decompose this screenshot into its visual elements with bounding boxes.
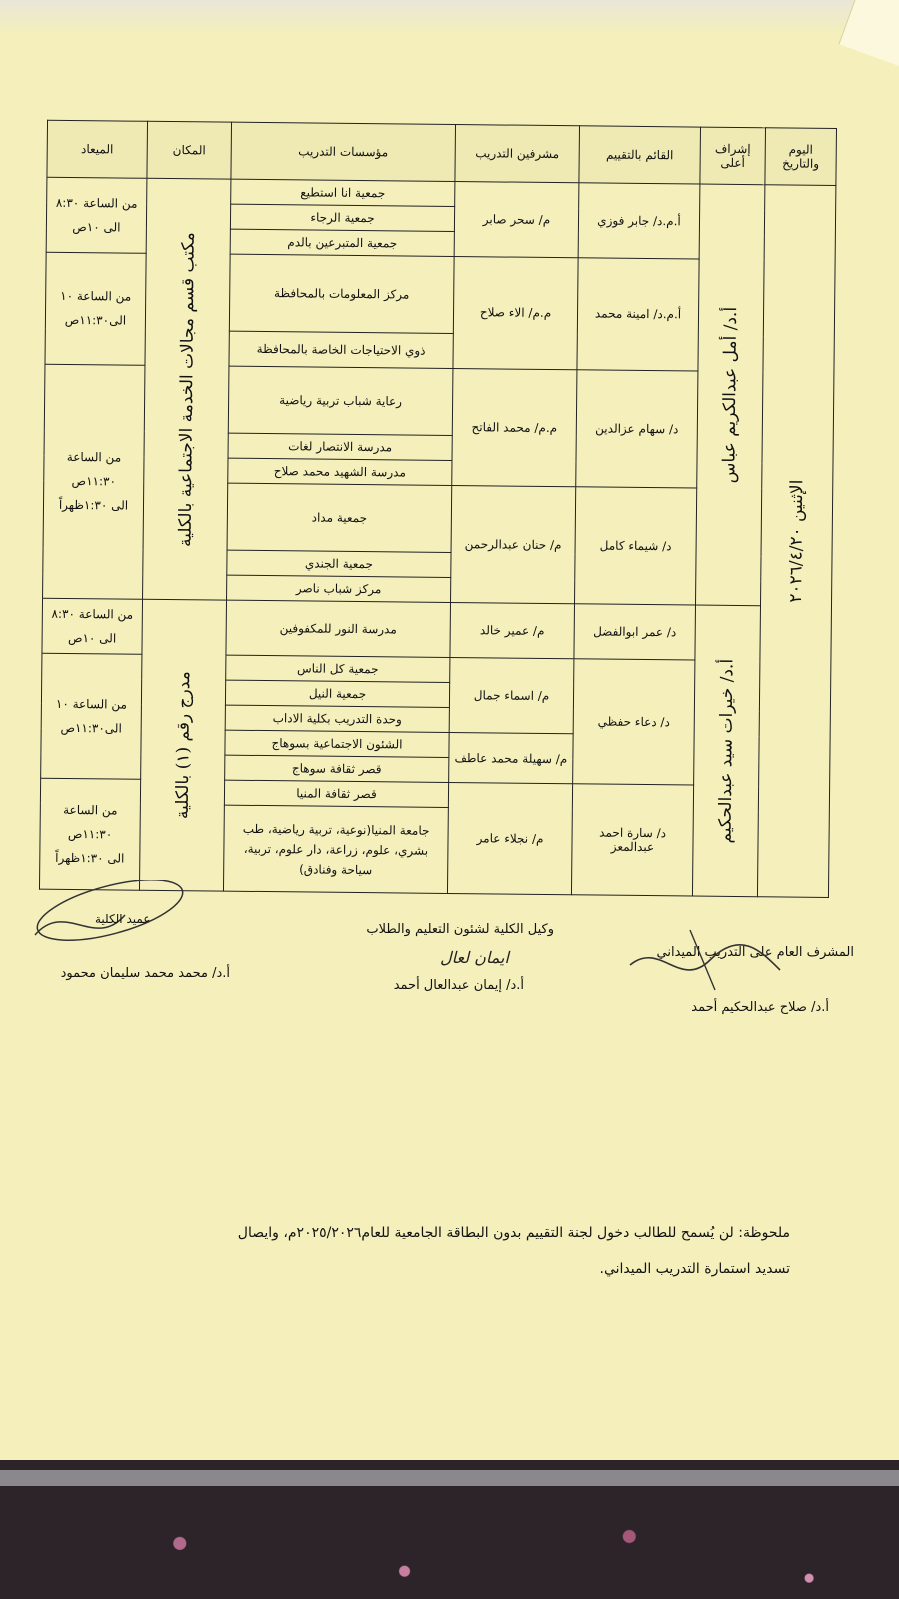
- time-from: من الساعة ٨:٣٠: [51, 606, 134, 622]
- table-row: [42, 598, 832, 661]
- institution-cell: جامعة المنيا(نوعية، تربية رياضية، طب بشري، علوم، زراعة، دار علوم، تربية، سياحة وفنادق): [223, 805, 448, 893]
- time-to: الى ١:٣٠ظهراً: [55, 850, 125, 866]
- institution-cell: مركز شباب ناصر: [227, 575, 451, 602]
- institution-cell: جمعية مداد: [227, 483, 452, 552]
- top-supervisor-cell: [692, 605, 760, 897]
- note-line-1: ملحوظة: لن يُسمح للطالب دخول لجنة التقييم بدون البطاقة الجامعية للعام٢٠٢٥/٢٠٢٦م، وايصال: [237, 1225, 790, 1241]
- day-date-cell: [757, 185, 835, 898]
- evaluator-cell: د/ عمر ابوالفضل: [574, 604, 696, 660]
- institution-cell: مركز المعلومات بالمحافظة: [229, 254, 454, 333]
- institution-cell: جمعية المتبرعين بالدم: [230, 229, 454, 256]
- institution-cell: مدرسة الشهيد محمد صلاح: [228, 458, 452, 485]
- schedule-table: [39, 120, 837, 898]
- header-supervisors: مشرفين التدريب: [455, 125, 580, 183]
- supervisor-cell: م/ نجلاء عامر: [447, 783, 572, 895]
- paper-top-edge: [0, 0, 899, 34]
- time-cell: [46, 177, 147, 253]
- header-row: [47, 120, 837, 185]
- place-cell: [139, 599, 226, 891]
- top-supervisor-1: أ.د/ أمل عبدالكريم عباس: [719, 306, 742, 484]
- time-to: الى ١:٣٠ظهراً: [58, 498, 129, 514]
- day-date: الإثنين ٢٠٢٦/٤/٢٠: [786, 479, 808, 603]
- place-cell: [143, 178, 231, 600]
- time-to: الى١١:٣٠ص: [60, 721, 122, 736]
- supervisor-cell: م/ اسماء جمال: [449, 658, 574, 734]
- vice-dean-name: أ.د/ إيمان عبدالعال أحمد: [393, 978, 524, 993]
- dean-title: عميد الكلية: [95, 912, 151, 926]
- time-to: الى ١٠ص: [67, 631, 117, 646]
- header-time: الميعاد: [47, 120, 148, 178]
- institution-cell: رعاية شباب تربية رياضية: [228, 366, 453, 435]
- evaluator-cell: أ.م.د/ امينة محمد: [577, 258, 699, 371]
- supervisor-cell: م.م/ محمد الفاتح: [452, 368, 577, 486]
- header-institutions: مؤسسات التدريب: [231, 122, 456, 181]
- header-evaluator: القائم بالتقييم: [579, 126, 701, 184]
- top-supervisor-cell: [695, 184, 764, 606]
- institution-cell: ذوي الاحتياجات الخاصة بالمحافظة: [229, 331, 453, 368]
- institution-cell: مدرسة الانتصار لغات: [228, 433, 452, 460]
- general-supervisor-title: المشرف العام على التدريب الميداني: [656, 945, 854, 960]
- time-from: من الساعة ١١:٣٠ص: [66, 450, 122, 489]
- supervisor-cell: م/ عمير خالد: [450, 603, 575, 659]
- institution-cell: وحدة التدريب بكلية الاداب: [225, 705, 449, 732]
- institution-cell: جمعية الرجاء: [230, 204, 454, 231]
- time-cell: [43, 364, 145, 599]
- supervisor-cell: م/ حنان عبدالرحمن: [451, 485, 576, 603]
- place-2: مدرج رقم (١) بالكلية: [172, 671, 194, 820]
- time-to: الى١١:٣٠ص: [64, 313, 127, 329]
- time-from: من الساعة ٨:٣٠: [55, 195, 138, 211]
- note-line-2: تسديد استمارة التدريب الميداني.: [599, 1261, 790, 1277]
- evaluator-cell: د/ شيماء كامل: [575, 487, 697, 605]
- evaluator-cell: د/ سهام عزالدين: [576, 370, 698, 488]
- top-supervisor-2: أ.د/ خيرات سيد عبدالحكيم: [715, 658, 738, 844]
- general-supervisor-signature: [620, 920, 790, 1000]
- fabric-edge: [0, 1470, 899, 1486]
- institution-cell: جمعية الجندي: [227, 550, 451, 577]
- dean-name: أ.د/ محمد محمد سليمان محمود: [60, 966, 230, 981]
- header-day-date: اليوم والتاريخ: [765, 128, 837, 186]
- institution-cell: جمعية كل الناس: [226, 655, 450, 682]
- institution-cell: جمعية النيل: [225, 680, 449, 707]
- institution-cell: قصر ثقافة المنيا: [224, 780, 448, 807]
- supervisor-cell: م.م/ الاء صلاح: [453, 257, 578, 370]
- general-supervisor-name: أ.د/ صلاح عبدالحكيم أحمد: [691, 1000, 829, 1015]
- time-cell: [41, 653, 142, 779]
- evaluator-cell: أ.م.د/ جابر فوزي: [578, 183, 700, 259]
- evaluator-cell: د/ سارة احمد عبدالمعز: [571, 784, 693, 896]
- vice-dean-handwriting: ايمان لعال: [440, 948, 509, 967]
- institution-cell: الشئون الاجتماعية بسوهاج: [225, 730, 449, 757]
- note: [10, 1215, 790, 1287]
- vice-dean-title: وكيل الكلية لشئون التعليم والطلاب: [366, 922, 554, 937]
- supervisor-cell: م/ سحر صابر: [454, 182, 579, 258]
- evaluator-cell: د/ دعاء حفظي: [573, 659, 695, 785]
- time-from: من الساعة ١٠: [55, 696, 128, 712]
- time-from: من الساعة ١٠: [60, 289, 132, 305]
- institution-cell: قصر ثقافة سوهاج: [225, 755, 449, 782]
- institution-cell: مدرسة النور للمكفوفين: [226, 600, 451, 657]
- time-cell: [39, 778, 140, 890]
- time-cell: [45, 252, 146, 365]
- supervisor-cell: م/ سهيلة محمد عاطف: [449, 733, 574, 784]
- institution-cell: جمعية انا استطيع: [231, 179, 455, 206]
- header-top-supervisor: إشراف أعلى: [700, 127, 766, 185]
- time-to: الى ١٠ص: [72, 220, 121, 235]
- header-place: المكان: [147, 121, 232, 179]
- time-from: من الساعة ١١:٣٠ص: [63, 803, 118, 842]
- place-1: مكتب قسم مجالات الخدمة الاجتماعية بالكلية: [175, 231, 199, 547]
- time-cell: [42, 598, 143, 654]
